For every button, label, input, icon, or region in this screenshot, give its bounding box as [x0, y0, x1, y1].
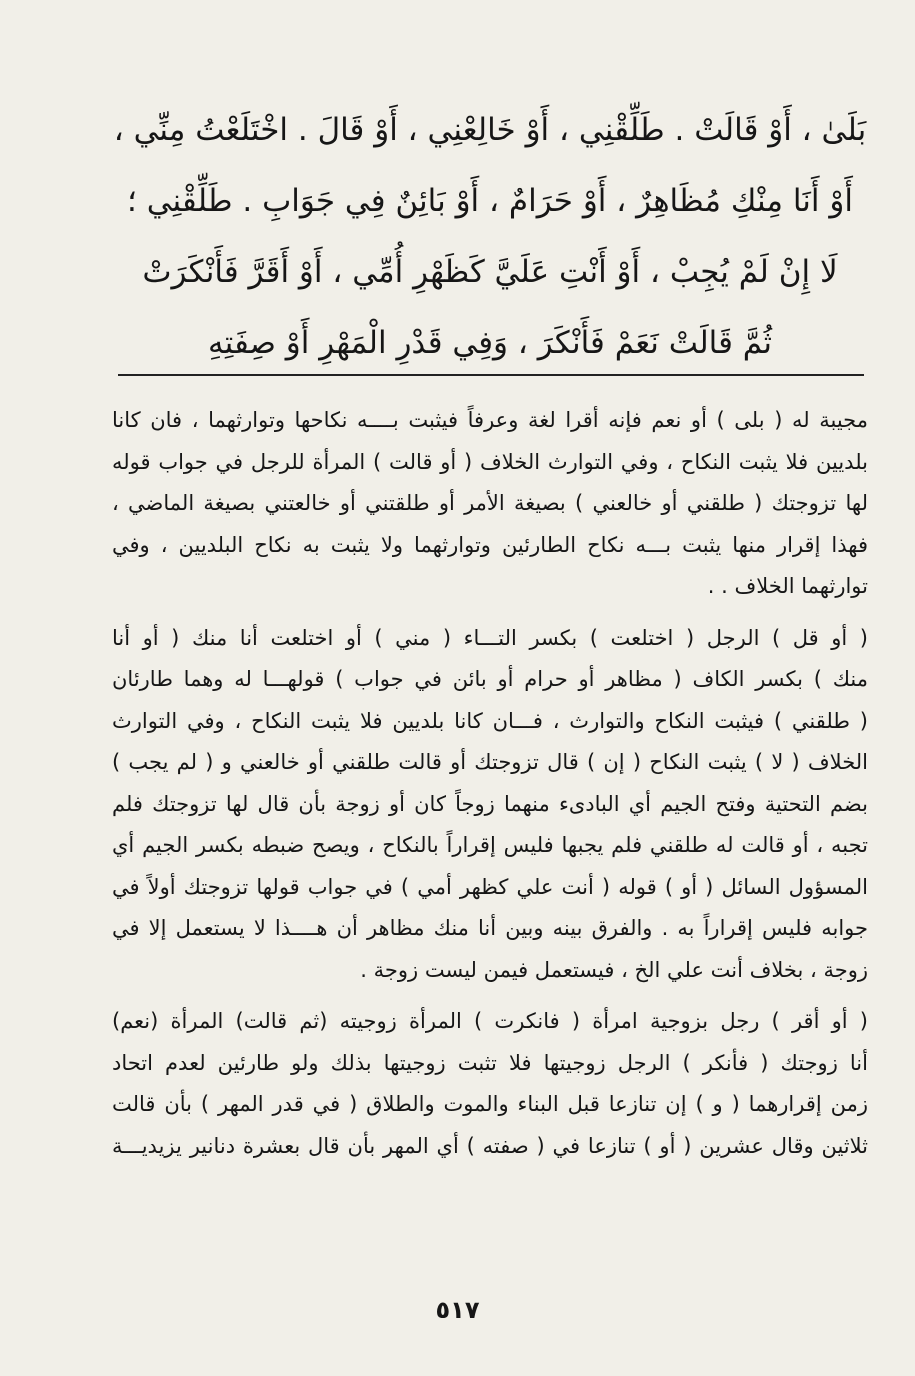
- commentary-line: أنا زوجتك ( فأنكر ) الرجل زوجيتها فلا تثبت زوجيتها بذلك ولو طارئين لعدم اتحاد: [112, 1050, 868, 1075]
- commentary-line: ( طلقني ) فيثبت النكاح والتوارث ، فـــان كانا بلديين فلا يثبت النكاح ، وفي التوارث: [112, 708, 868, 733]
- commentary-paragraph-3: [112, 1001, 868, 1167]
- commentary-line: مجيبة له ( بلى ) أو نعم فإنه أقرا لغة وعرفاً فيثبت بــــه نكاحها وتوارثهما ، فان كانا: [112, 408, 868, 432]
- commentary-line: لها تزوجتك ( طلقني أو خالعني ) بصيغة الأمر أو طلقتني أو خالعتني بصيغة الماضي ،: [112, 491, 868, 515]
- matn-text-block: [110, 95, 870, 379]
- commentary-line: الخلاف ( لا ) يثبت النكاح ( إن ) قال تزوجتك أو قالت طلقني أو خالعني و ( لم يجب ): [112, 750, 868, 774]
- commentary-line: منك ) بكسر الكاف ( مظاهر أو حرام أو بائن في جواب ) قولهـــا له وهما طارئان: [112, 667, 868, 691]
- matn-line: ثُمَّ قَالَتْ نَعَمْ فَأَنْكَرَ ، وَفِي قَدْرِ الْمَهْرِ أَوْ صِفَتِهِ: [207, 325, 773, 361]
- matn-line: بَلَىٰ ، أَوْ قَالَتْ . طَلِّقْنِي ، أَوْ خَالِعْنِي ، أَوْ قَالَ . اخْتَلَعْتُ مِنِّي ،: [113, 112, 867, 148]
- commentary-block: [112, 400, 868, 1167]
- commentary-line: ( أو قل ) الرجل ( اختلعت ) بكسر التـــاء ( مني ) أو اختلعت أنا منك ( أو أنا: [112, 625, 868, 650]
- commentary-line: زمن إقرارهما ( و ) إن تنازعا قبل البناء والموت والطلاق ( في قدر المهر ) بأن قالت: [112, 1092, 868, 1116]
- commentary-paragraph-2: [112, 618, 868, 992]
- commentary-line: المسؤول السائل ( أو ) قوله ( أنت علي كظهر أمي ) في جواب قولها تزوجتك أولاً في: [112, 874, 868, 899]
- commentary-line: توارثهما الخلاف . .: [707, 574, 868, 598]
- commentary-line: بضم التحتية وفتح الجيم أي البادىء منهما زوجاً كان أو زوجة بأن قال لها تزوجتك فلم: [112, 791, 868, 816]
- page-number: ٥١٧: [435, 1296, 480, 1324]
- commentary-line: ( أو أقر ) رجل بزوجية امرأة ( فانكرت ) المرأة زوجيته (ثم قالت) المرأة (نعم): [112, 1009, 868, 1033]
- commentary-line: جوابه فليس إقراراً به . والفرق بينه وبين أنا منك مظاهر أن هــــذا لا يستعمل إلا في: [112, 916, 868, 940]
- commentary-line: فهذا إقرار منها يثبت بـــه نكاح الطارئين وتوارثهما ولا يثبت به نكاح البلديين ، وفي: [112, 532, 868, 557]
- matn-line: لَا إِنْ لَمْ يُجِبْ ، أَوْ أَنْتِ عَلَيَّ كَظَهْرِ أُمِّي ، أَوْ أَقَرَّ فَأَنْكَرَتْ: [142, 254, 838, 290]
- commentary-paragraph-1: [112, 400, 868, 608]
- separator-rule: [118, 374, 864, 376]
- matn-line: أَوْ أَنَا مِنْكِ مُظَاهِرٌ ، أَوْ حَرَامٌ ، أَوْ بَائِنٌ فِي جَوَابِ . طَلِّقْنِي ؛: [127, 183, 853, 219]
- commentary-line: بلديين فلا يثبت النكاح ، وفي التوارث الخلاف ( أو قالت ) المرأة للرجل في جواب قوله: [112, 449, 868, 474]
- commentary-line: ثلاثين وقال عشرين ( أو ) تنازعا في ( صفته ) أي المهر بأن قال بعشرة دنانير يزيديـــة: [112, 1133, 868, 1158]
- commentary-line: زوجة ، بخلاف أنت علي الخ ، فيستعمل فيمن ليست زوجة .: [360, 957, 868, 982]
- commentary-line: تجبه ، أو قالت له طلقني فلم يجبها فليس إقراراً بالنكاح ، ويصح ضبطه بكسر الجيم أي: [112, 833, 868, 857]
